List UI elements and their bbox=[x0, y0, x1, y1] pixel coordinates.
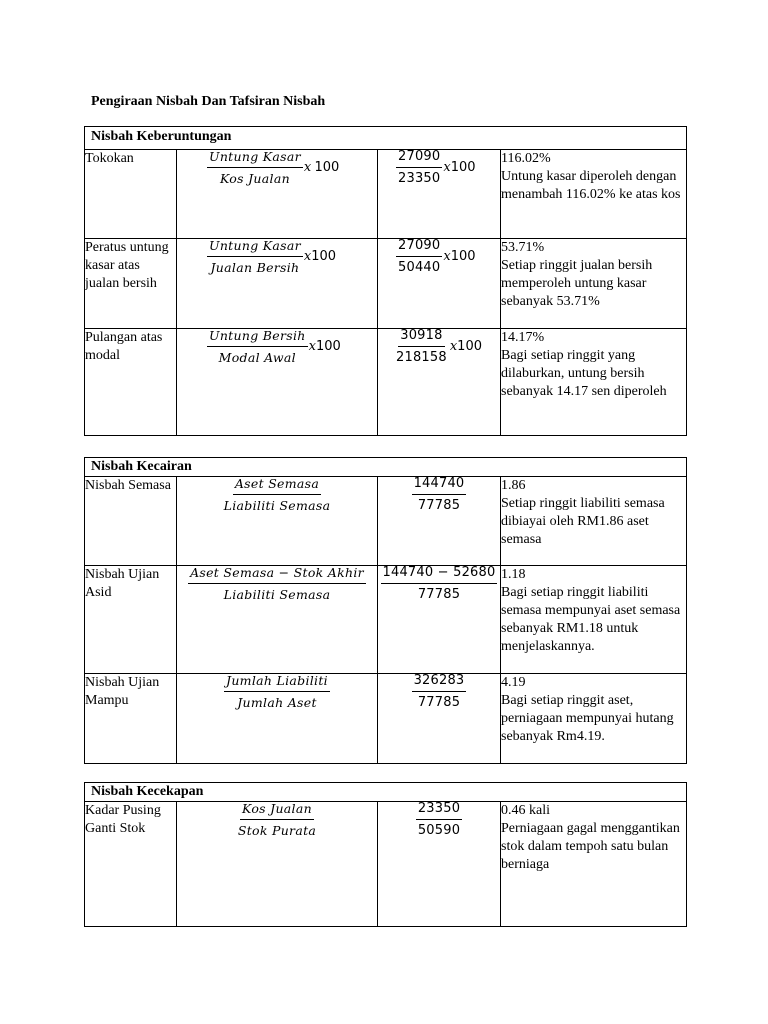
table-nisbah-keberuntungan bbox=[84, 126, 687, 436]
table-row bbox=[85, 802, 687, 927]
formula-multiplier: x 100 bbox=[303, 160, 340, 175]
formula-numerator: Untung Kasar bbox=[207, 148, 303, 168]
table-row bbox=[85, 150, 687, 239]
formula-numerator: Jumlah Liabiliti bbox=[224, 672, 330, 692]
formula-fraction bbox=[177, 800, 377, 839]
formula-cell bbox=[177, 477, 378, 566]
section-heading: Nisbah Keberuntungan bbox=[85, 127, 687, 150]
calculation-fraction bbox=[378, 672, 500, 711]
calculation-numerator: 23350 bbox=[416, 800, 462, 820]
result-interpretation: Bagi setiap ringgit yang dilaburkan, untung bersih sebanyak 14.17 sen diperoleh bbox=[501, 348, 667, 399]
formula-denominator: Stok Purata bbox=[237, 823, 317, 838]
formula-denominator: Liabiliti Semasa bbox=[223, 587, 331, 602]
calculation-fraction bbox=[378, 475, 500, 514]
calculation-cell bbox=[378, 329, 501, 436]
formula-denominator: Kos Jualan bbox=[219, 171, 290, 186]
result-interpretation: Setiap ringgit liabiliti semasa dibiayai oleh RM1.86 aset semasa bbox=[501, 496, 665, 547]
calculation-numerator: 144740 bbox=[412, 475, 467, 495]
calculation-multiplier: x100 bbox=[449, 339, 482, 354]
ratio-name: Kadar Pusing Ganti Stok bbox=[85, 802, 177, 927]
formula-fraction bbox=[177, 564, 377, 603]
calculation-cell bbox=[378, 566, 501, 674]
result-value: 0.46 kali bbox=[501, 803, 550, 818]
result-interpretation: Setiap ringgit jualan bersih memperoleh untung kasar sebanyak 53.71% bbox=[501, 258, 653, 309]
ratio-name: Nisbah Semasa bbox=[85, 477, 177, 566]
ratio-name: Nisbah Ujian Mampu bbox=[85, 674, 177, 764]
formula-numerator: Aset Semasa − Stok Akhir bbox=[188, 564, 366, 584]
calculation-denominator: 50440 bbox=[398, 260, 441, 275]
page-title: Pengiraan Nisbah Dan Tafsiran Nisbah bbox=[91, 94, 326, 109]
table-row bbox=[85, 477, 687, 566]
result-cell bbox=[501, 477, 687, 566]
result-interpretation: Perniagaan gagal menggantikan stok dalam tempoh satu bulan berniaga bbox=[501, 821, 680, 872]
calculation-fraction bbox=[394, 327, 482, 366]
formula-multiplier: x100 bbox=[308, 339, 341, 354]
result-interpretation: Bagi setiap ringgit aset, perniagaan mempunyai hutang sebanyak Rm4.19. bbox=[501, 693, 674, 744]
result-value: 1.18 bbox=[501, 567, 526, 582]
calculation-denominator: 23350 bbox=[398, 171, 441, 186]
calculation-denominator: 77785 bbox=[417, 695, 461, 710]
calculation-multiplier: x100 bbox=[443, 249, 476, 264]
result-cell bbox=[501, 239, 687, 329]
formula-numerator: Kos Jualan bbox=[240, 800, 314, 820]
table-row bbox=[85, 566, 687, 674]
calculation-cell bbox=[378, 239, 501, 329]
calculation-fraction bbox=[378, 564, 500, 603]
result-interpretation: Bagi setiap ringgit liabiliti semasa mempunyai aset semasa sebanyak RM1.18 untuk menjelaskannya. bbox=[501, 585, 681, 654]
formula-cell bbox=[177, 329, 378, 436]
calculation-cell bbox=[378, 477, 501, 566]
calculation-denominator: 50590 bbox=[417, 823, 461, 838]
table-nisbah-kecairan bbox=[84, 457, 687, 764]
formula-fraction bbox=[207, 327, 341, 366]
calculation-numerator: 27090 bbox=[396, 237, 442, 257]
calculation-numerator: 27090 bbox=[396, 148, 442, 168]
formula-cell bbox=[177, 802, 378, 927]
formula-numerator: Aset Semasa bbox=[233, 475, 321, 495]
formula-denominator: Liabiliti Semasa bbox=[223, 498, 331, 513]
result-value: 1.86 bbox=[501, 478, 526, 493]
formula-cell bbox=[177, 674, 378, 764]
ratio-name: Tokokan bbox=[85, 150, 177, 239]
calculation-cell bbox=[378, 150, 501, 239]
formula-fraction bbox=[177, 672, 377, 711]
result-cell bbox=[501, 566, 687, 674]
calculation-denominator: 218158 bbox=[396, 350, 447, 365]
result-cell bbox=[501, 674, 687, 764]
calculation-cell bbox=[378, 674, 501, 764]
formula-multiplier: x100 bbox=[303, 249, 337, 264]
result-cell bbox=[501, 150, 687, 239]
table-row bbox=[85, 674, 687, 764]
formula-denominator: Modal Awal bbox=[218, 350, 296, 365]
formula-numerator: Untung Kasar bbox=[207, 237, 303, 257]
table-row bbox=[85, 329, 687, 436]
section-heading: Nisbah Kecekapan bbox=[85, 783, 687, 802]
calculation-numerator: 30918 bbox=[398, 327, 444, 347]
formula-denominator: Jualan Bersih bbox=[210, 260, 300, 275]
ratio-name: Pulangan atas modal bbox=[85, 329, 177, 436]
result-value: 116.02% bbox=[501, 151, 551, 166]
calculation-multiplier: x100 bbox=[443, 160, 476, 175]
table-row bbox=[85, 239, 687, 329]
result-value: 4.19 bbox=[501, 675, 526, 690]
result-value: 14.17% bbox=[501, 330, 545, 345]
calculation-cell bbox=[378, 802, 501, 927]
result-cell bbox=[501, 329, 687, 436]
formula-numerator: Untung Bersih bbox=[207, 327, 308, 347]
calculation-denominator: 77785 bbox=[417, 498, 461, 513]
formula-cell bbox=[177, 566, 378, 674]
table-nisbah-kecekapan bbox=[84, 782, 687, 927]
formula-denominator: Jumlah Aset bbox=[237, 695, 317, 710]
result-cell bbox=[501, 802, 687, 927]
calculation-fraction bbox=[396, 148, 476, 187]
formula-cell bbox=[177, 150, 378, 239]
calculation-fraction bbox=[396, 237, 476, 276]
calculation-fraction bbox=[378, 800, 500, 839]
ratio-name: Nisbah Ujian Asid bbox=[85, 566, 177, 674]
formula-fraction bbox=[207, 237, 336, 276]
calculation-numerator: 326283 bbox=[412, 672, 467, 692]
calculation-numerator: 144740 − 52680 bbox=[381, 564, 498, 584]
formula-cell bbox=[177, 239, 378, 329]
result-value: 53.71% bbox=[501, 240, 545, 255]
formula-fraction bbox=[207, 148, 339, 187]
ratio-name: Peratus untung kasar atas jualan bersih bbox=[85, 239, 177, 329]
formula-fraction bbox=[177, 475, 377, 514]
calculation-denominator: 77785 bbox=[417, 587, 461, 602]
section-heading: Nisbah Kecairan bbox=[85, 458, 687, 477]
result-interpretation: Untung kasar diperoleh dengan menambah 116.02% ke atas kos bbox=[501, 169, 681, 202]
